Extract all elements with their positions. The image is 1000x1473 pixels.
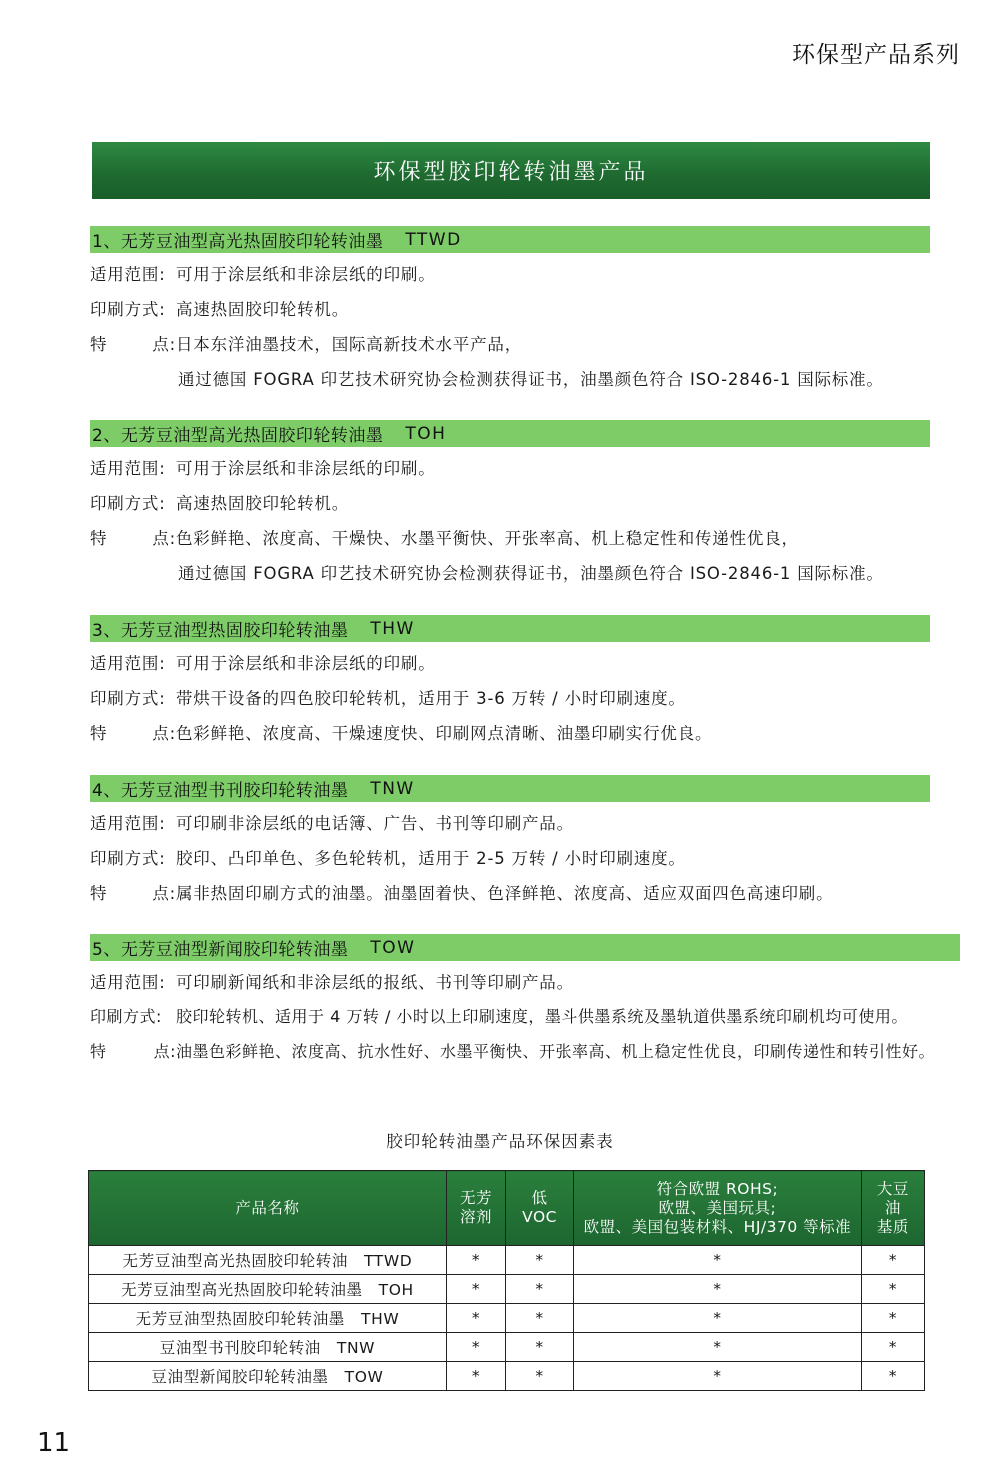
section-title: 5、无芳豆油型新闻胶印轮转油墨 — [92, 940, 349, 960]
soy-base-cell: * — [861, 1362, 924, 1391]
method-value: 胶印轮转机、适用于 4 万转 / 小时以上印刷速度，墨斗供墨系统及墨轨道供墨系统印刷机均可使用。 — [176, 1007, 908, 1026]
section-header — [90, 420, 930, 447]
method-label: 印刷方式: — [90, 848, 166, 868]
scope-row — [90, 255, 930, 290]
compliance-cell: * — [573, 1362, 861, 1391]
header-no-aromatic: 无芳 溶剂 — [446, 1171, 505, 1246]
low-voc-cell: * — [506, 1333, 574, 1362]
feature-label-b: 点: — [152, 883, 176, 903]
product-section-toh — [90, 420, 930, 589]
compliance-cell: * — [573, 1304, 861, 1333]
product-name-cell: 无芳豆油型热固胶印轮转油墨 THW — [89, 1304, 447, 1333]
table-row — [89, 1246, 925, 1275]
header-low-voc: 低 VOC — [506, 1171, 574, 1246]
low-voc-cell: * — [506, 1275, 574, 1304]
feature-row — [90, 1033, 990, 1068]
feature-label-b: 点: — [152, 334, 176, 354]
feature-label-a: 特 — [90, 1042, 107, 1061]
banner-title: 环保型胶印轮转油墨产品 — [373, 160, 649, 185]
feature-label — [90, 525, 176, 549]
feature-row — [90, 519, 930, 554]
scope-value: 可用于涂层纸和非涂层纸的印刷。 — [176, 264, 436, 284]
scope-row — [90, 449, 930, 484]
method-row — [90, 839, 930, 874]
main-banner — [92, 142, 930, 199]
soy-base-cell: * — [861, 1304, 924, 1333]
feature-value: 色彩鲜艳、浓度高、干燥快、水墨平衡快、开张率高、机上稳定性和传递性优良， — [176, 528, 799, 548]
section-header — [90, 226, 930, 253]
method-value: 高速热固胶印轮转机。 — [176, 299, 349, 319]
scope-row — [90, 963, 990, 998]
compliance-cell: * — [573, 1333, 861, 1362]
section-header — [90, 615, 930, 642]
method-label: 印刷方式: — [90, 493, 166, 513]
feature-label — [90, 331, 176, 355]
feature-label-a: 特 — [90, 883, 108, 903]
eco-factors-table — [88, 1170, 925, 1391]
feature-label-b: 点: — [153, 1042, 176, 1061]
low-voc-cell: * — [506, 1304, 574, 1333]
feature-continuation — [90, 554, 930, 589]
section-title: 1、无芳豆油型高光热固胶印轮转油墨 — [92, 232, 384, 252]
header-soy-base: 大豆 油 基质 — [861, 1171, 924, 1246]
table-row — [89, 1304, 925, 1333]
product-code: TTWD — [405, 229, 462, 250]
series-title: 环保型产品系列 — [792, 42, 960, 68]
feature-value: 色彩鲜艳、浓度高、干燥速度快、印刷网点清晰、油墨印刷实行优良。 — [176, 723, 713, 743]
scope-label: 适用范围: — [90, 813, 166, 833]
feature-row — [90, 325, 930, 360]
product-name-cell: 豆油型书刊胶印轮转油 TNW — [89, 1333, 447, 1362]
section-title: 2、无芳豆油型高光热固胶印轮转油墨 — [92, 426, 384, 446]
scope-row — [90, 804, 930, 839]
scope-value: 可用于涂层纸和非涂层纸的印刷。 — [176, 653, 436, 673]
section-title: 4、无芳豆油型书刊胶印轮转油墨 — [92, 781, 349, 801]
product-code: TNW — [370, 778, 415, 799]
soy-base-cell: * — [861, 1275, 924, 1304]
no-aromatic-cell: * — [446, 1304, 505, 1333]
scope-label: 适用范围: — [90, 653, 166, 673]
feature-row — [90, 874, 930, 909]
product-name-cell: 豆油型新闻胶印轮转油墨 TOW — [89, 1362, 447, 1391]
product-section-tow — [90, 934, 990, 1068]
product-section-thw — [90, 615, 930, 749]
product-section-ttwd — [90, 226, 930, 395]
feature-label-a: 特 — [90, 334, 108, 354]
header-product-name: 产品名称 — [89, 1171, 447, 1246]
no-aromatic-cell: * — [446, 1246, 505, 1275]
no-aromatic-cell: * — [446, 1362, 505, 1391]
feature-label — [90, 720, 176, 744]
feature-label-b: 点: — [152, 723, 176, 743]
method-label: 印刷方式: — [90, 688, 166, 708]
feature-label — [90, 880, 176, 904]
method-value: 高速热固胶印轮转机。 — [176, 493, 349, 513]
method-row — [90, 290, 930, 325]
product-code: TOW — [370, 937, 416, 958]
header-compliance: 符合欧盟 ROHS; 欧盟、美国玩具; 欧盟、美国包装材料、HJ/370 等标准 — [573, 1171, 861, 1246]
table-header-row — [89, 1171, 925, 1246]
product-name-cell: 无芳豆油型高光热固胶印轮转油墨 TOH — [89, 1275, 447, 1304]
scope-row — [90, 644, 930, 679]
method-row — [90, 679, 930, 714]
method-value: 胶印、凸印单色、多色轮转机，适用于 2-5 万转 / 小时印刷速度。 — [176, 848, 686, 868]
product-name-cell: 无芳豆油型高光热固胶印轮转油 TTWD — [89, 1246, 447, 1275]
method-row — [90, 998, 990, 1033]
compliance-cell: * — [573, 1275, 861, 1304]
method-value: 带烘干设备的四色胶印轮转机，适用于 3-6 万转 / 小时印刷速度。 — [176, 688, 686, 708]
scope-value: 可印刷新闻纸和非涂层纸的报纸、书刊等印刷产品。 — [176, 972, 574, 992]
page-number: 11 — [37, 1428, 71, 1458]
no-aromatic-cell: * — [446, 1275, 505, 1304]
feature-label-b: 点: — [152, 528, 176, 548]
table-row — [89, 1333, 925, 1362]
section-title: 3、无芳豆油型热固胶印轮转油墨 — [92, 621, 349, 641]
table-row — [89, 1362, 925, 1391]
feature-continuation-text: 通过德国 FOGRA 印艺技术研究协会检测获得证书，油墨颜色符合 ISO-2846-1 国际标准。 — [178, 369, 884, 389]
method-label: 印刷方式: — [90, 1007, 162, 1026]
feature-value: 属非热固印刷方式的油墨。油墨固着快、色泽鲜艳、浓度高、适应双面四色高速印刷。 — [176, 883, 834, 903]
method-label: 印刷方式: — [90, 299, 166, 319]
feature-value: 油墨色彩鲜艳、浓度高、抗水性好、水墨平衡快、开张率高、机上稳定性优良，印刷传递性和转引性好。 — [176, 1042, 936, 1061]
soy-base-cell: * — [861, 1246, 924, 1275]
section-header — [90, 775, 930, 802]
feature-label — [90, 1039, 176, 1062]
compliance-cell: * — [573, 1246, 861, 1275]
feature-continuation — [90, 360, 930, 395]
product-section-tnw — [90, 775, 930, 909]
low-voc-cell: * — [506, 1362, 574, 1391]
feature-label-a: 特 — [90, 528, 108, 548]
feature-value: 日本东洋油墨技术，国际高新技术水平产品， — [176, 334, 522, 354]
table-row — [89, 1275, 925, 1304]
scope-label: 适用范围: — [90, 264, 166, 284]
low-voc-cell: * — [506, 1246, 574, 1275]
scope-label: 适用范围: — [90, 458, 166, 478]
table-title: 胶印轮转油墨产品环保因素表 — [386, 1132, 614, 1151]
feature-row — [90, 714, 930, 749]
scope-value: 可印刷非涂层纸的电话簿、广告、书刊等印刷产品。 — [176, 813, 574, 833]
section-header — [90, 934, 960, 961]
no-aromatic-cell: * — [446, 1333, 505, 1362]
soy-base-cell: * — [861, 1333, 924, 1362]
product-code: THW — [370, 618, 415, 639]
scope-value: 可用于涂层纸和非涂层纸的印刷。 — [176, 458, 436, 478]
feature-label-a: 特 — [90, 723, 108, 743]
product-code: TOH — [405, 423, 447, 444]
feature-continuation-text: 通过德国 FOGRA 印艺技术研究协会检测获得证书，油墨颜色符合 ISO-2846-1 国际标准。 — [178, 563, 884, 583]
method-row — [90, 484, 930, 519]
scope-label: 适用范围: — [90, 972, 166, 992]
